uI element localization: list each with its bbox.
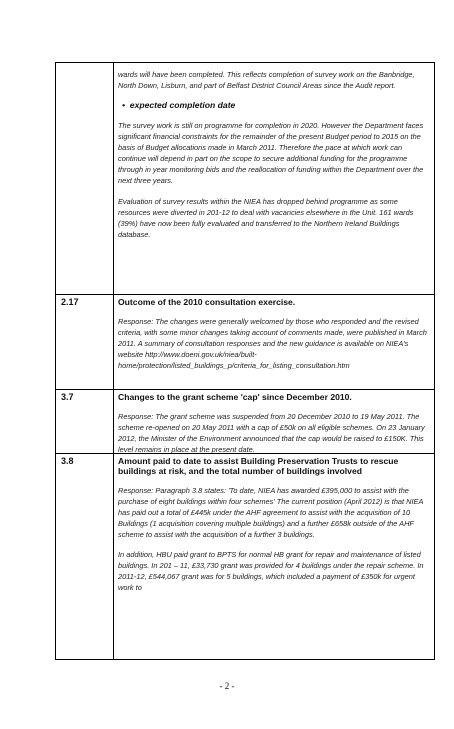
page-number: - 2 - bbox=[219, 681, 235, 691]
row-paragraph: Response: The changes were generally welcomed by those who responded and the revised criteria, with some minor changes taking account of comments made, were published in March 2011. A summary of consultation responses and the new guidance is available on NIEA's website http://www.doeni.gov.uk/niea/built-home/protection/listed_buildings_p/criteria_for_listing_consultation.htm bbox=[118, 317, 427, 370]
row-content bbox=[118, 392, 432, 455]
continuation-text: wards will have been completed. This reflects completion of survey work on the Banbridge, North Down, Lisburn, and part of Belfast District Council Areas since the Audit report. bbox=[118, 70, 415, 90]
response-table bbox=[55, 62, 435, 660]
column-divider bbox=[113, 63, 114, 659]
row-number: 2.17 bbox=[61, 297, 79, 307]
bullet-heading-row bbox=[118, 100, 432, 110]
row-paragraph: Response: The grant scheme was suspended from 20 December 2010 to 19 May 2011. The scheme re-opened on 20 May 2011 with a cap of £50k on all eligible schemes. On 23 January 2012, the Minister of the Environment announced that the cap would be raised to £150K. This level remains in place at the present date. bbox=[118, 412, 425, 454]
row-number: 3.8 bbox=[61, 456, 74, 466]
row-divider bbox=[56, 294, 434, 295]
evaluation-paragraph: Evaluation of survey results within the NIEA has dropped behind programme as some resources were diverted in 201-12 to deal with vacancies elsewhere in the Unit. 161 wards (39%) have now been fully evaluated and transferred to the Northern Ireland Buildings database. bbox=[118, 197, 414, 239]
survey-paragraph: The survey work is still on programme for completion in 2020. However the Department faces significant financial constraints for the remainder of the present Budget period to 2015 on the basis of Budget allocations made in March 2011. Therefore the pace at which work can continue will depend in part on the scope to secure additional funding for the programme through in year monitoring bids and the reallocation of funding within the Department over the next three years. bbox=[118, 121, 424, 185]
row-heading: Outcome of the 2010 consultation exercise. bbox=[118, 297, 296, 307]
row-heading: Changes to the grant scheme 'cap' since December 2010. bbox=[118, 392, 352, 402]
row-paragraph: In addition, HBU paid grant to BPTS for normal HB grant for repair and maintenance of listed buildings. In 201 – 11, £33,730 grant was provided for 4 buildings under the repair scheme. In 2011-12, £544,067 grant was for 5 buildings, which included a payment of £350k for urgent work to bbox=[118, 550, 424, 592]
row-divider bbox=[56, 453, 434, 454]
row-paragraph: Response: Paragraph 3.8 states: 'To date, NIEA has awarded £395,000 to assist with the purchase of eight buildings within four schemes' The current position (April 2012) is that NIEA has paid out a total of £445k under the AHF agreement to assist with the acquisition of 10 Buildings (1 acquisition covering multiple buildings) and a further £658k outside of the AHF scheme to assist with the acquisition of a further 3 buildings. bbox=[118, 486, 424, 539]
row-heading: Amount paid to date to assist Building Preservation Trusts to rescue buildings at risk, and the total number of buildings involved bbox=[118, 456, 399, 476]
row-divider bbox=[56, 389, 434, 390]
bullet-heading: expected completion date bbox=[129, 100, 236, 110]
continuation-cell bbox=[118, 69, 432, 240]
row-content bbox=[118, 456, 432, 593]
bullet-icon: • bbox=[122, 100, 126, 110]
row-number: 3.7 bbox=[61, 392, 74, 402]
row-content bbox=[118, 297, 432, 371]
